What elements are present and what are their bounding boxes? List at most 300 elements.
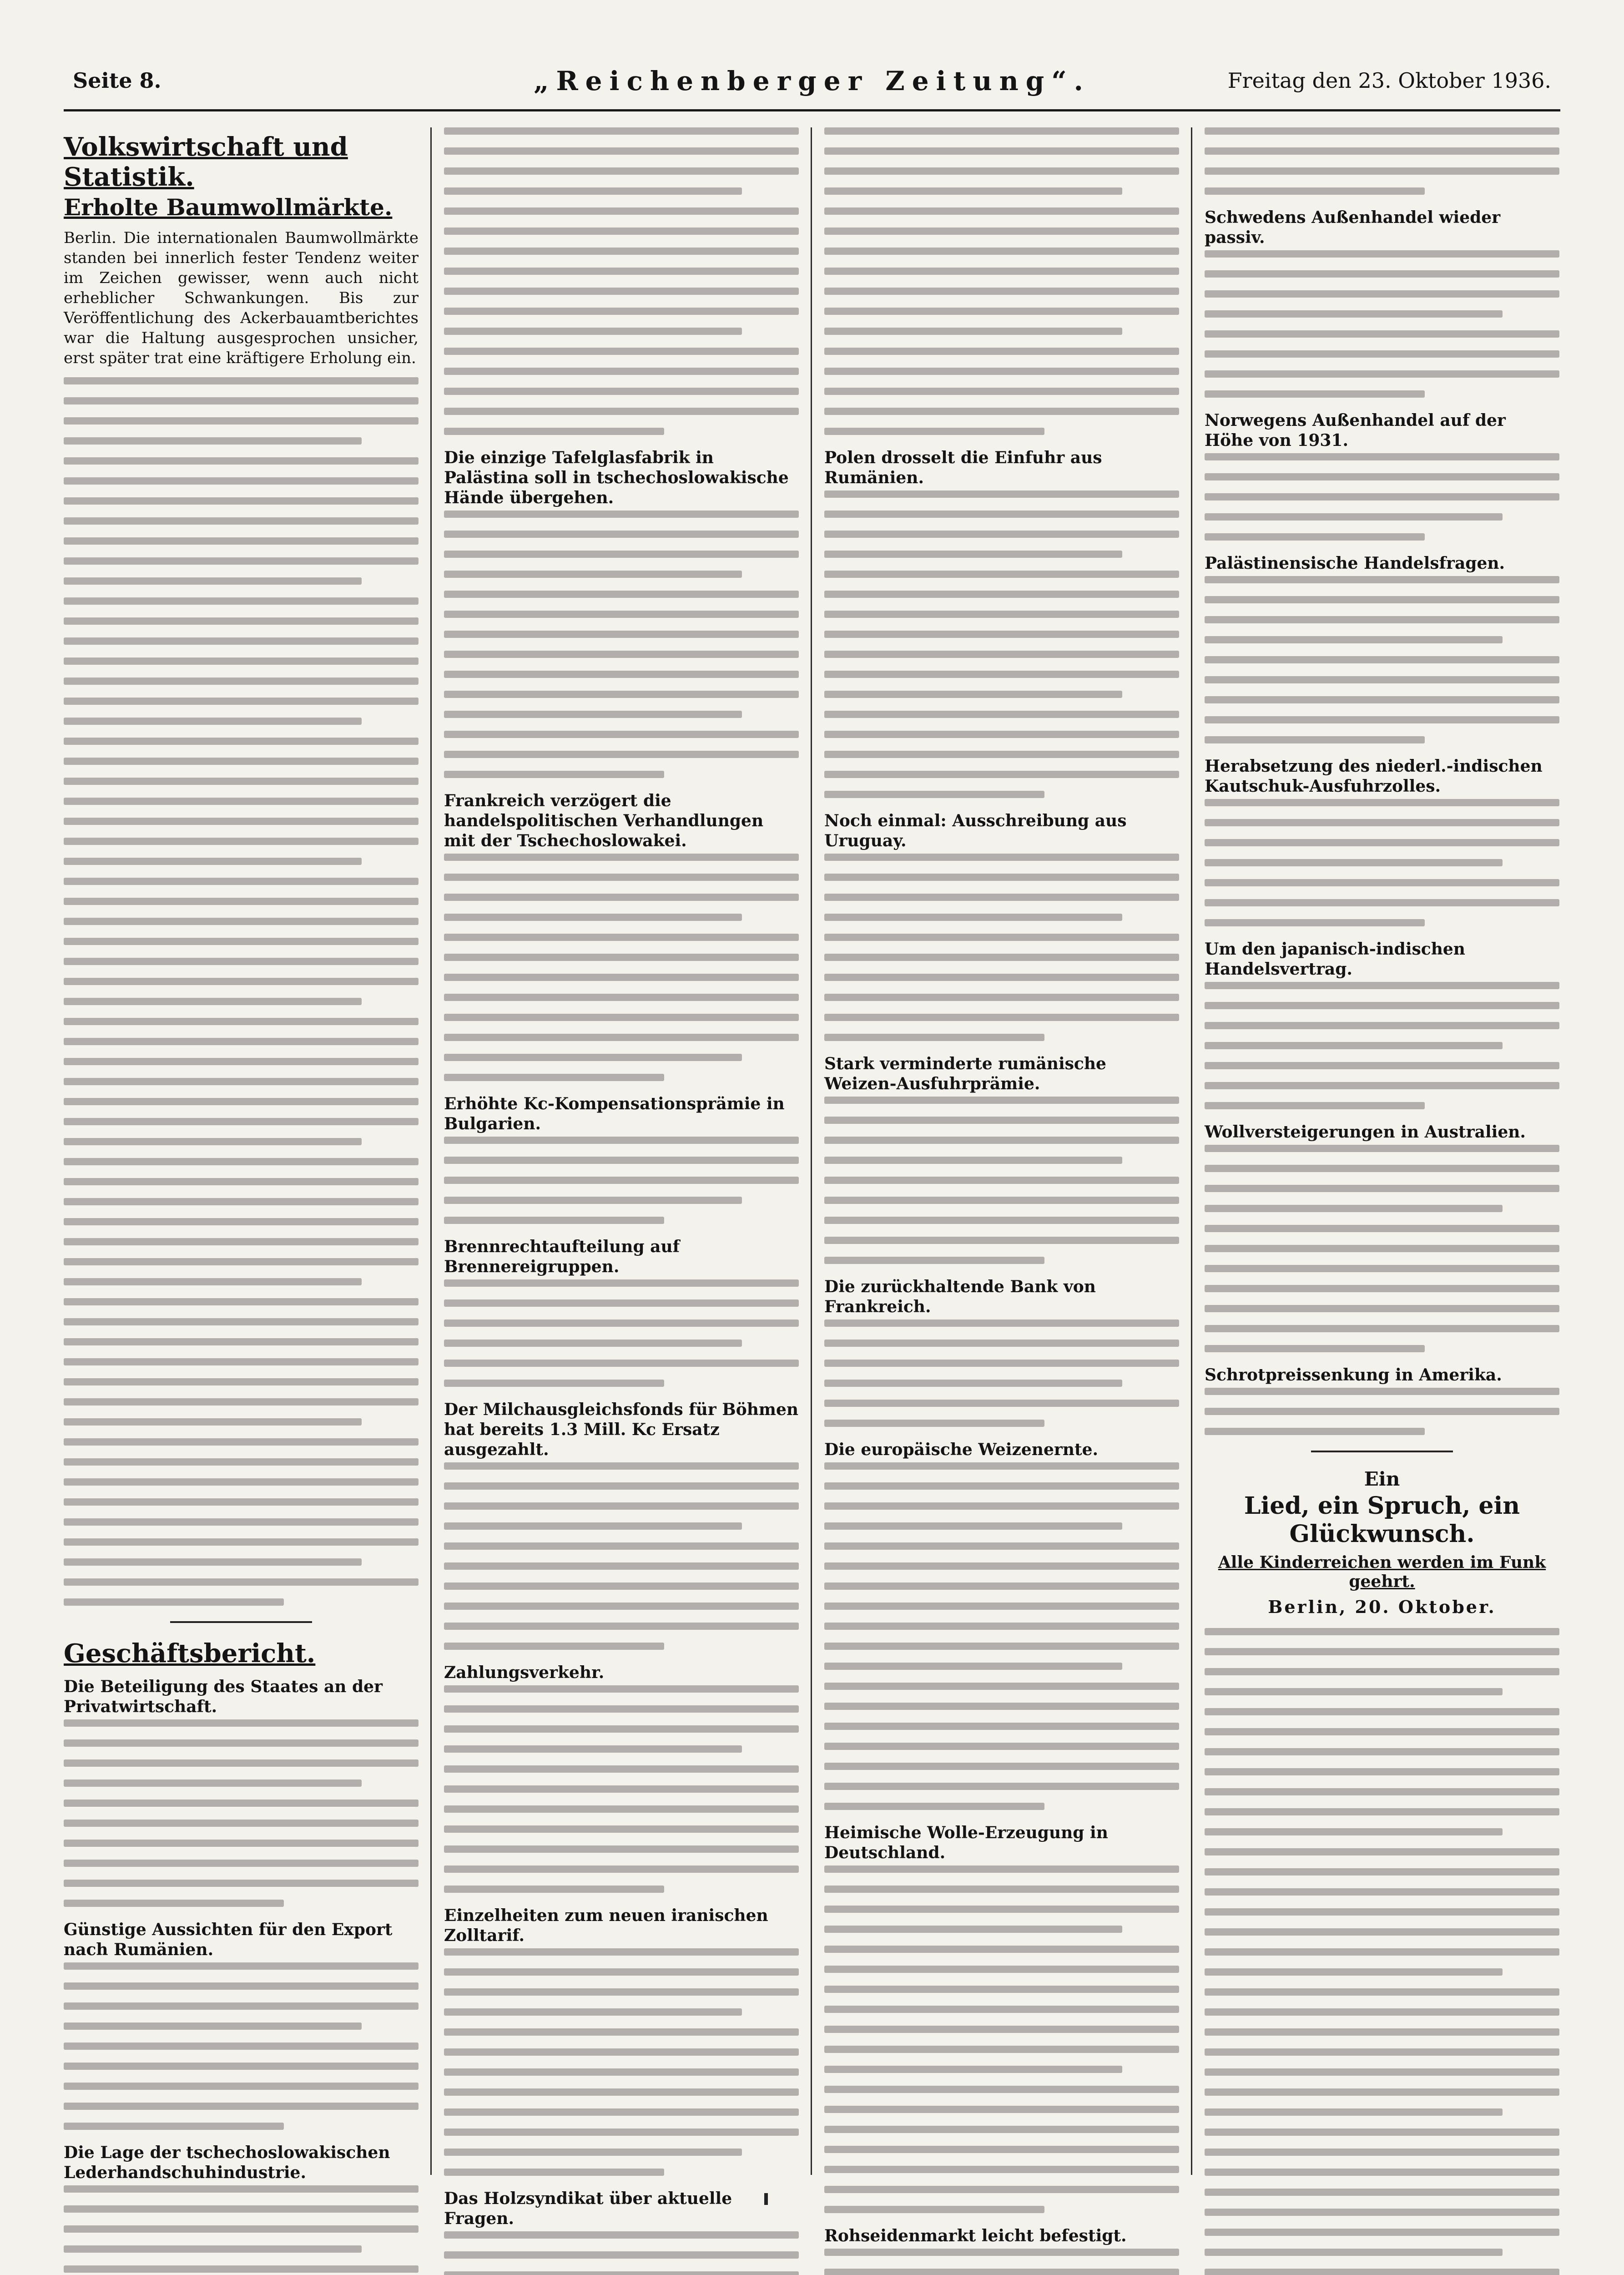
text-line [444, 1034, 799, 1041]
text-line [1205, 127, 1559, 135]
article-body [824, 2249, 1179, 2275]
text-line [824, 1986, 1179, 1993]
text-line [444, 711, 742, 718]
text-line [1205, 1888, 1559, 1896]
text-line [64, 377, 419, 384]
text-line [444, 2149, 742, 2156]
text-line [1205, 350, 1559, 358]
text-line [64, 677, 419, 685]
article-heading: Polen drosselt die Einfuhr aus Rumänien. [824, 448, 1102, 487]
text-line [444, 1340, 742, 1347]
text-line [444, 2108, 799, 2116]
text-line [444, 2088, 799, 2096]
text-line [824, 1886, 1179, 1893]
text-line [64, 597, 419, 605]
text-line [444, 1886, 664, 1893]
text-line [444, 571, 742, 578]
section-heading: Volkswirtschaft und Statistik. [64, 132, 348, 192]
text-line [444, 1643, 664, 1650]
text-line [444, 751, 799, 758]
text-line [824, 2026, 1179, 2033]
article-heading: Die einzige Tafelglasfabrik in Palästina soll in tschechoslowakische Hände übergehen. [444, 448, 789, 507]
text-line [1205, 1708, 1559, 1715]
text-line [64, 1538, 419, 1546]
text-line [64, 1378, 419, 1385]
text-line [64, 537, 419, 545]
text-line [824, 1360, 1179, 1367]
text-line [64, 557, 419, 565]
text-line [1205, 1325, 1559, 1332]
text-line [64, 1598, 284, 1606]
text-line [444, 1765, 799, 1773]
text-line [824, 751, 1179, 758]
text-line [824, 1542, 1179, 1550]
text-line [64, 1558, 362, 1566]
text-line [824, 1014, 1179, 1021]
issue-date: Freitag den 23. Oktober 1936. [1227, 68, 1551, 93]
text-line [1205, 1245, 1559, 1252]
text-line [1205, 656, 1559, 663]
text-line [1205, 576, 1559, 583]
text-line [1205, 2169, 1559, 2176]
article-body [64, 1962, 419, 2130]
text-line [1205, 1042, 1503, 1049]
text-line [444, 1562, 799, 1570]
text-line [64, 397, 419, 404]
text-line [444, 1360, 799, 1367]
article-body [444, 1137, 799, 1224]
text-line [64, 938, 419, 945]
text-line [1205, 1628, 1559, 1635]
text-line [824, 1117, 1179, 1124]
text-line [444, 167, 799, 175]
article-body [824, 854, 1179, 1041]
text-line [64, 2265, 419, 2273]
text-line [1205, 899, 1559, 906]
text-line [64, 738, 419, 745]
text-line [64, 698, 419, 705]
text-line [64, 978, 419, 985]
text-line [1205, 1648, 1559, 1655]
text-line [824, 1582, 1179, 1590]
text-line [444, 1522, 742, 1530]
text-line [824, 1320, 1179, 1327]
text-line [64, 858, 362, 865]
text-line [1205, 879, 1559, 886]
text-line [444, 771, 664, 778]
text-line [824, 207, 1179, 215]
text-line [444, 2251, 799, 2259]
text-line [824, 1137, 1179, 1144]
text-line [824, 408, 1179, 415]
text-line [824, 490, 1179, 498]
text-line [824, 1034, 1044, 1041]
text-line [64, 1098, 419, 1105]
article-heading: Schrotpreissenkung in Amerika. [1205, 1365, 1502, 1385]
text-line [1205, 676, 1559, 683]
text-line [444, 1603, 799, 1610]
text-line [1205, 1165, 1559, 1172]
text-line [824, 1340, 1179, 1347]
text-line [444, 1866, 799, 1873]
text-line [824, 874, 1179, 881]
text-line [64, 497, 419, 505]
text-line [444, 428, 664, 435]
text-line [64, 778, 419, 785]
text-line [1205, 696, 1559, 703]
article-body [1205, 982, 1559, 1109]
text-line [824, 974, 1179, 981]
article-lead: Berlin. Die internationalen Baumwollmärkte standen bei innerlich fester Tendenz weiter im Zeichen gewisser, wenn auch nicht erheblicher Schwankungen. Bis zur Veröffentlichung des Ackerbauamtberichtes war die Haltung ausgesprochen unsicher, erst später trat eine kräftigere Erholung ein. [64, 229, 419, 367]
text-line [824, 1703, 1179, 1710]
text-line [1205, 2149, 1559, 2156]
text-line [1205, 533, 1425, 541]
text-line [64, 517, 419, 525]
text-line [1205, 716, 1559, 723]
text-line [824, 1097, 1179, 1104]
text-line [64, 2063, 419, 2070]
column-rule [1191, 127, 1192, 2175]
text-line [824, 187, 1122, 195]
article-body [1205, 1628, 1559, 2275]
text-line [64, 1398, 419, 1405]
text-line [444, 368, 799, 375]
text-line [444, 207, 799, 215]
text-line [444, 551, 799, 558]
article-heading: Die Beteiligung des Staates an der Privatwirtschaft. [64, 1677, 383, 1716]
article-body [444, 854, 799, 1081]
text-line [1205, 1265, 1559, 1272]
text-line [824, 2146, 1179, 2153]
article-heading: Frankreich verzögert die handelspolitischen Verhandlungen mit der Tschechoslowakei. [444, 791, 764, 850]
text-line [64, 577, 362, 585]
article-heading: Brennrechtaufteilung auf Brennereigruppen. [444, 1237, 680, 1276]
text-line [444, 1279, 799, 1287]
text-line [64, 1018, 419, 1025]
text-line [824, 248, 1179, 255]
text-line [64, 637, 419, 645]
article-body [444, 127, 799, 435]
article-body [444, 511, 799, 778]
text-line [64, 2022, 362, 2030]
text-line [824, 1906, 1179, 1913]
column-4 [1205, 127, 1559, 2175]
text-line [64, 958, 419, 965]
text-line [64, 2185, 419, 2193]
text-line [824, 2066, 1122, 2073]
text-line [1205, 1428, 1425, 1435]
article-body [824, 1097, 1179, 1264]
text-line [64, 1840, 419, 1847]
text-line [824, 791, 1044, 798]
text-line [444, 631, 799, 638]
article-body [1205, 250, 1559, 398]
text-line [1205, 147, 1559, 155]
text-line [444, 2271, 799, 2275]
text-line [1205, 2088, 1559, 2096]
article-body [444, 1685, 799, 1893]
column-3 [824, 127, 1179, 2245]
text-line [824, 591, 1179, 598]
text-line [64, 1982, 419, 1990]
text-line [444, 1542, 799, 1550]
article-heading: Schwedens Außenhandel wieder passiv. [1205, 208, 1501, 247]
text-line [64, 898, 419, 905]
text-line [824, 2046, 1179, 2053]
text-line [1205, 799, 1559, 806]
text-line [1205, 2269, 1559, 2275]
text-line [824, 511, 1179, 518]
text-line [64, 1078, 419, 1085]
text-line [824, 771, 1179, 778]
text-line [824, 894, 1179, 901]
text-line [64, 1860, 419, 1867]
text-line [1205, 1688, 1503, 1695]
text-line [64, 2042, 419, 2050]
text-line [64, 918, 419, 925]
text-line [824, 328, 1122, 335]
text-line [64, 1962, 419, 1970]
text-line [824, 1400, 1179, 1407]
text-line [64, 1058, 419, 1065]
text-line [64, 2083, 419, 2090]
text-line [824, 147, 1179, 155]
text-line [444, 308, 799, 315]
text-line [824, 1502, 1179, 1510]
text-line [64, 1138, 362, 1145]
article-heading: Wollversteigerungen in Australien. [1205, 1122, 1526, 1142]
text-line [824, 1926, 1122, 1933]
text-line [1205, 290, 1559, 298]
text-line [444, 2008, 742, 2016]
text-line [64, 1418, 362, 1426]
text-line [444, 1988, 799, 1996]
text-line [64, 1820, 419, 1827]
text-line [444, 248, 799, 255]
text-line [444, 1177, 799, 1184]
text-line [1205, 2229, 1559, 2236]
text-line [1205, 2128, 1559, 2136]
text-line [824, 1946, 1179, 1953]
article-heading: Rohseidenmarkt leicht befestigt. [824, 2226, 1127, 2245]
text-line [1205, 736, 1425, 743]
text-line [444, 974, 799, 981]
feature-overline: Ein [1364, 1468, 1400, 1490]
text-line [444, 1685, 799, 1693]
text-line [824, 1966, 1179, 1973]
text-line [444, 288, 799, 295]
text-line [824, 651, 1179, 658]
text-line [444, 2128, 799, 2136]
article-heading: Zahlungsverkehr. [444, 1663, 605, 1682]
text-line [64, 1880, 419, 1887]
text-line [64, 1759, 419, 1767]
text-line [1205, 513, 1503, 521]
text-line [824, 1237, 1179, 1244]
text-line [444, 2169, 664, 2176]
article-heading: Noch einmal: Ausschreibung aus Uruguay. [824, 811, 1127, 850]
section-heading: Geschäftsbericht. [64, 1638, 316, 1668]
text-line [64, 617, 419, 625]
text-line [444, 591, 799, 598]
text-line [1205, 390, 1425, 398]
text-line [444, 1705, 799, 1713]
text-line [64, 2245, 362, 2253]
text-line [444, 1014, 799, 1021]
text-line [824, 1783, 1179, 1790]
text-line [444, 691, 799, 698]
text-line [1205, 1002, 1559, 1009]
text-line [444, 1217, 664, 1224]
article-heading: Norwegens Außenhandel auf der Höhe von 1931. [1205, 411, 1506, 450]
text-line [824, 1462, 1179, 1470]
text-line [1205, 1768, 1559, 1775]
text-line [64, 1258, 419, 1265]
text-line [1205, 1668, 1559, 1675]
text-line [444, 268, 799, 275]
text-line [64, 1278, 362, 1285]
text-line [1205, 1145, 1559, 1152]
columns [64, 127, 1560, 2245]
column-rule [430, 127, 432, 2175]
text-line [824, 2126, 1179, 2133]
text-line [64, 1218, 419, 1225]
article-body [1205, 127, 1559, 195]
text-line [64, 1338, 419, 1345]
text-line [824, 428, 1044, 435]
text-line [824, 1380, 1122, 1387]
text-line [1205, 839, 1559, 846]
text-line [64, 1298, 419, 1305]
text-line [824, 388, 1179, 395]
text-line [444, 1054, 742, 1061]
article-body [64, 1719, 419, 1907]
text-line [64, 818, 419, 825]
text-line [444, 408, 799, 415]
text-line [444, 611, 799, 618]
column-1 [64, 127, 419, 2182]
text-line [824, 1420, 1044, 1427]
text-line [824, 1866, 1179, 1873]
text-line [1205, 919, 1425, 926]
text-line [1205, 1388, 1559, 1395]
text-line [64, 1358, 419, 1365]
text-line [1205, 1828, 1503, 1835]
text-line [824, 531, 1179, 538]
article-heading: Stark verminderte rumänische Weizen-Ausfuhrprämie. [824, 1054, 1106, 1093]
text-line [444, 1299, 799, 1307]
text-line [444, 1825, 799, 1833]
text-line [64, 1458, 419, 1466]
article-heading: Herabsetzung des niederl.-indischen Kautschuk-Ausfuhrzolles. [1205, 757, 1543, 796]
text-line [824, 2106, 1179, 2113]
text-line [824, 954, 1179, 961]
text-line [444, 2068, 799, 2076]
text-line [1205, 1022, 1559, 1029]
text-line [444, 1845, 799, 1853]
text-line [64, 2225, 419, 2233]
text-line [1205, 473, 1559, 480]
text-line [824, 1763, 1179, 1770]
article-body [824, 127, 1179, 435]
text-line [444, 2231, 799, 2239]
text-line [64, 838, 419, 845]
text-line [64, 417, 419, 425]
text-line [1205, 1948, 1559, 1956]
article-body [444, 2231, 799, 2275]
article-body [64, 377, 419, 1606]
text-line [444, 994, 799, 1001]
text-line [444, 1074, 664, 1081]
text-line [824, 1683, 1179, 1690]
text-line [1205, 453, 1559, 460]
text-line [824, 934, 1179, 941]
text-line [64, 2205, 419, 2213]
article-heading: Die zurückhaltende Bank von Frankreich. [824, 1277, 1096, 1316]
text-line [1205, 1305, 1559, 1312]
article-body [824, 1462, 1179, 1810]
text-line [444, 651, 799, 658]
text-line [64, 1438, 419, 1446]
text-line [444, 914, 742, 921]
masthead [64, 55, 1560, 111]
text-line [1205, 1225, 1559, 1232]
text-line [444, 1725, 799, 1733]
text-line [64, 657, 419, 665]
text-line [444, 1462, 799, 1470]
text-line [1205, 2008, 1559, 2016]
article-body [1205, 1388, 1559, 1435]
text-line [824, 1723, 1179, 1730]
text-line [1205, 1062, 1559, 1069]
text-line [1205, 636, 1503, 643]
article-body [824, 1866, 1179, 2213]
text-line [64, 1038, 419, 1045]
text-line [64, 1800, 419, 1807]
text-line [1205, 1205, 1503, 1212]
text-line [64, 2103, 419, 2110]
text-line [1205, 1345, 1425, 1352]
text-line [824, 691, 1122, 698]
article-heading: Heimische Wolle-Erzeugung in Deutschland. [824, 1823, 1108, 1862]
text-line [1205, 982, 1559, 989]
text-line [64, 1780, 362, 1787]
text-line [444, 187, 742, 195]
column-2 [444, 127, 799, 2228]
text-line [64, 758, 419, 765]
text-line [824, 288, 1179, 295]
text-line [444, 854, 799, 861]
text-line [444, 874, 799, 881]
text-line [64, 457, 419, 465]
text-line [824, 1603, 1179, 1610]
text-line [444, 147, 799, 155]
text-line [824, 2006, 1179, 2013]
article-heading: Erhöhte Kc-Kompensationsprämie in Bulgarien. [444, 1094, 785, 1133]
text-line [444, 934, 799, 941]
text-line [444, 228, 799, 235]
text-line [64, 1719, 419, 1727]
text-line [444, 1968, 799, 1976]
text-line [824, 671, 1179, 678]
article-body [1205, 576, 1559, 743]
text-line [444, 894, 799, 901]
text-line [444, 1582, 799, 1590]
text-line [1205, 1908, 1559, 1916]
text-line [824, 1177, 1179, 1184]
text-line [64, 1118, 419, 1125]
text-line [1205, 1102, 1425, 1109]
